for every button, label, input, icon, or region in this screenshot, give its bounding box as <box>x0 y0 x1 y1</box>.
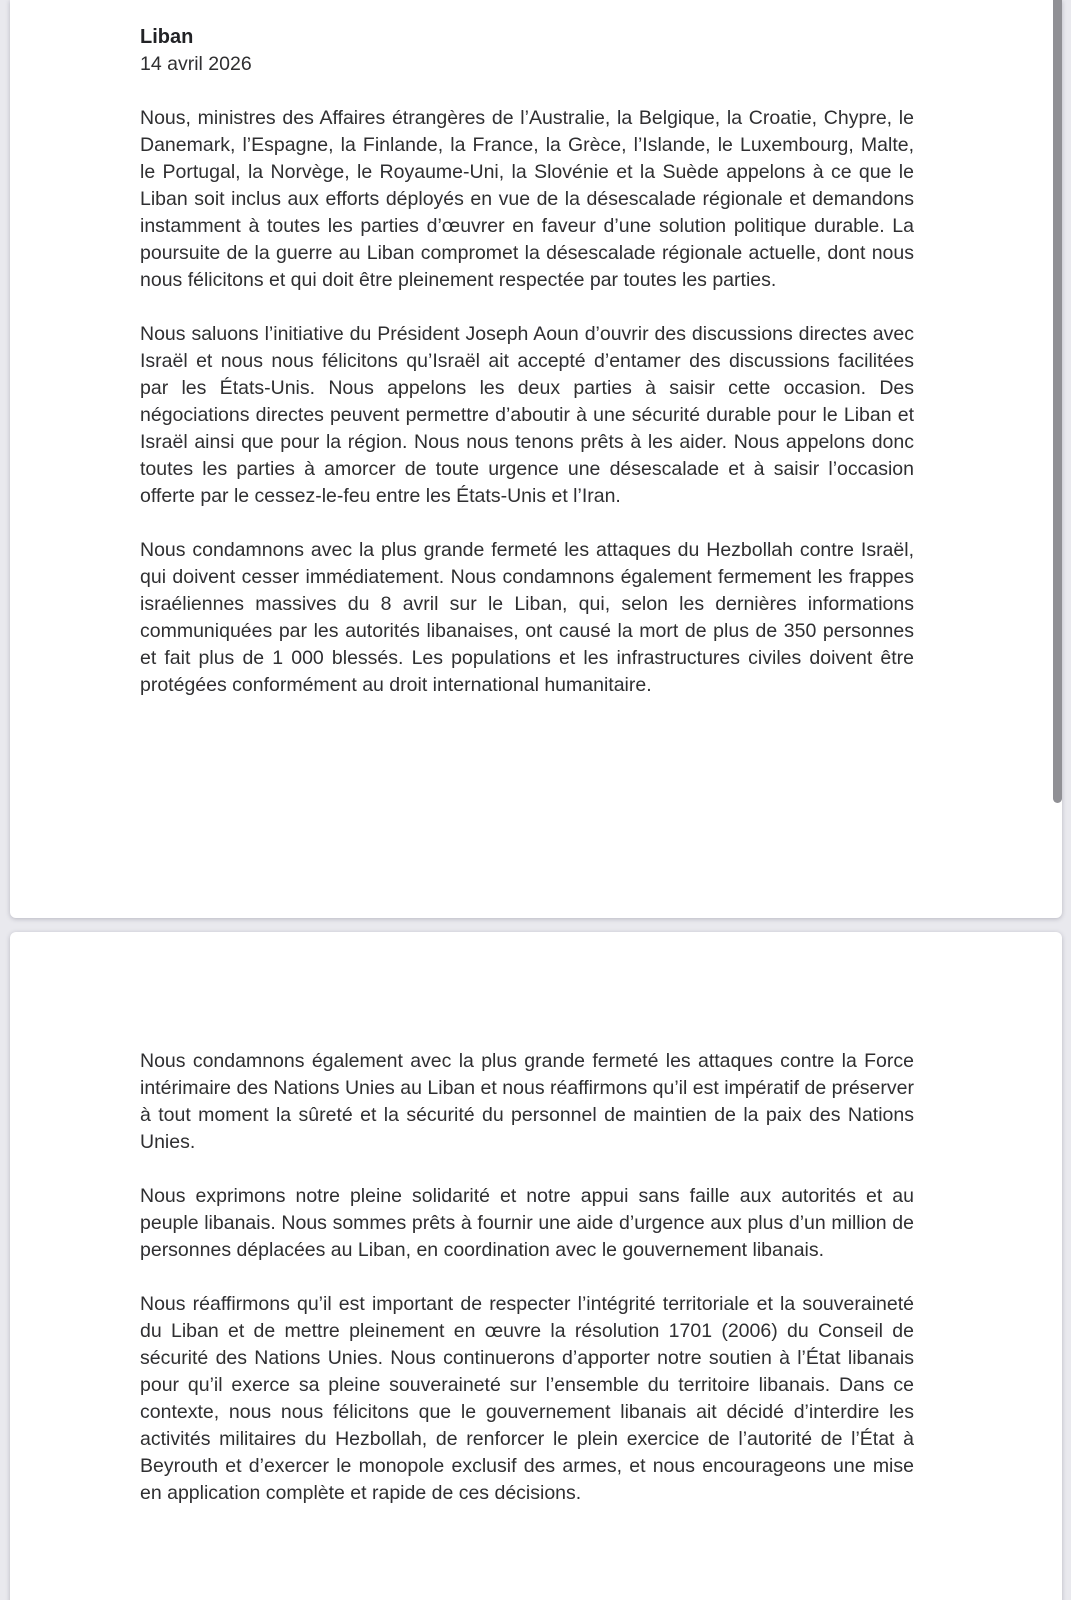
document-title: Liban <box>140 26 194 48</box>
paragraph-aoun-initiative: Nous saluons l’initiative du Président Joseph Aoun d’ouvrir des discussions directes avec Israël et nous nous félicitons qu’Israël ait accepté d’entamer des discussions facilitées par les États-Unis. Nous appelons les deux parties à saisir cette occasion. Des négociations directes peuvent permettre d’aboutir à une sécurité durable pour le Liban et Israël ainsi que pour la région. Nous nous tenons prêts à les aider. Nous appelons donc toutes les parties à amorcer de toute urgence une désescalade et à saisir l’occasion offerte par le cessez-le-feu entre les États-Unis et l’Iran. <box>140 323 914 507</box>
paragraph-unifil-attacks: Nous condamnons également avec la plus grande fermeté les attaques contre la Force intérimaire des Nations Unies au Liban et nous réaffirmons qu’il est impératif de préserver à tout moment la sûreté et la sécurité du personnel de maintien de la paix des Nations Unies. <box>140 1050 914 1153</box>
document-page-2 <box>10 932 1062 1600</box>
page-2-content <box>10 932 1062 1507</box>
page-1-content <box>10 0 1062 699</box>
paragraph-sovereignty-resolution-1701: Nous réaffirmons qu’il est important de respecter l’intégrité territoriale et la souveraineté du Liban et de mettre pleinement en œuvre la résolution 1701 (2006) du Conseil de sécurité des Nations Unies. Nous continuerons d’apporter notre soutien à l’État libanais pour qu’il exerce sa pleine souveraineté sur l’ensemble du territoire libanais. Dans ce contexte, nous nous félicitons que le gouvernement libanais ait décidé d’interdire les activités militaires du Hezbollah, de renforcer le plein exercice de l’autorité de l’État à Beyrouth et d’exercer le monopole exclusif des armes, et nous encourageons une mise en application complète et rapide de ces décisions. <box>140 1293 914 1504</box>
paragraph-solidarity-aid: Nous exprimons notre pleine solidarité et notre appui sans faille aux autorités et au peuple libanais. Nous sommes prêts à fournir une aide d’urgence aux plus d’un million de personnes déplacées au Liban, en coordination avec le gouvernement libanais. <box>140 1185 914 1261</box>
paragraph-declaration-signatories: Nous, ministres des Affaires étrangères de l’Australie, la Belgique, la Croatie, Chypre, le Danemark, l’Espagne, la Finlande, la France, la Grèce, l’Islande, le Luxembourg, Malte, le Portugal, la Norvège, le Royaume-Uni, la Slovénie et la Suède appelons à ce que le Liban soit inclus aux efforts déployés en vue de la désescalade régionale et demandons instamment à toutes les parties d’œuvrer en faveur d’une solution politique durable. La poursuite de la guerre au Liban compromet la désescalade régionale actuelle, dont nous nous félicitons et qui doit être pleinement respectée par toutes les parties. <box>140 107 914 291</box>
paragraph-condemnation-attacks: Nous condamnons avec la plus grande fermeté les attaques du Hezbollah contre Israël, qui doivent cesser immédiatement. Nous condamnons également fermement les frappes israéliennes massives du 8 avril sur le Liban, qui, selon les dernières informations communiquées par les autorités libanaises, ont causé la mort de plus de 350 personnes et fait plus de 1 000 blessés. Les populations et les infrastructures civiles doivent être protégées conformément au droit international humanitaire. <box>140 539 914 696</box>
document-page-1 <box>10 0 1062 918</box>
scrollbar-thumb[interactable] <box>1053 0 1062 803</box>
document-date: 14 avril 2026 <box>140 53 252 75</box>
